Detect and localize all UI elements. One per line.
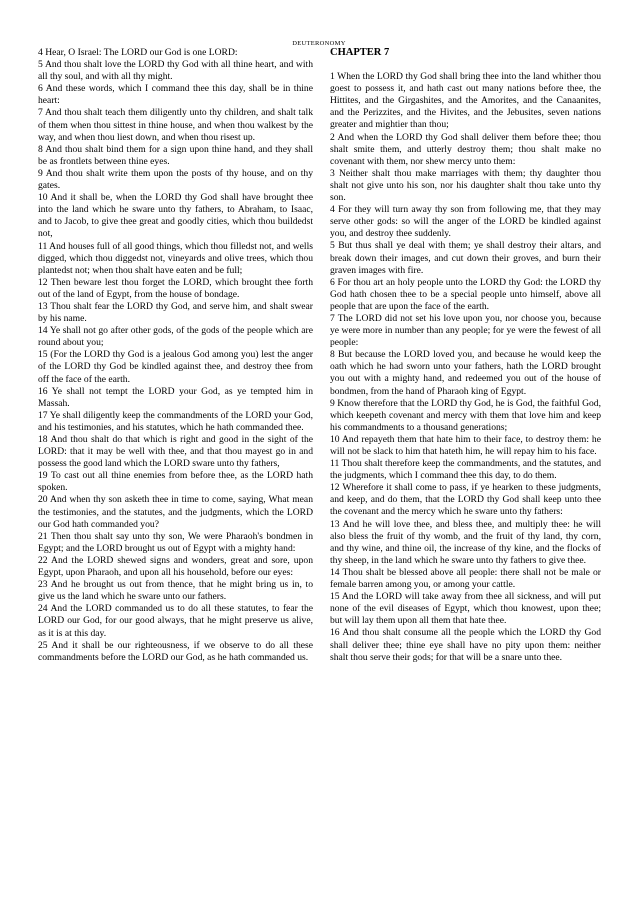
verse: 11 Thou shalt therefore keep the commandments, and the statutes, and the judgments, which I command thee this day, to do them.	[330, 458, 601, 482]
verse: 10 And it shall be, when the LORD thy God shall have brought thee into the land which he sware unto thy fathers, to Abraham, to Isaac, and to Jacob, to give thee great and goodly cities, which thou buildedst not,	[38, 192, 313, 240]
right-column	[330, 47, 601, 664]
verse: 12 Then beware lest thou forget the LORD, which brought thee forth out of the land of Egypt, from the house of bondage.	[38, 276, 313, 300]
verse: 9 And thou shalt write them upon the posts of thy house, and on thy gates.	[38, 167, 313, 192]
verse: 10 And repayeth them that hate him to their face, to destroy them: he will not be slack to him that hateth him, he will repay him to his face.	[330, 433, 601, 457]
verse: 4 Hear, O Israel: The LORD our God is one LORD:	[38, 47, 238, 58]
verse: 2 And when the LORD thy God shall deliver them before thee; thou shalt smite them, and utterly destroy them; thou shalt make no covenant with them, nor shew mercy unto them:	[330, 131, 601, 167]
verse: 23 And he brought us out from thence, that he might bring us in, to give us the land which he sware unto our fathers.	[38, 579, 313, 603]
verse: 3 Neither shalt thou make marriages with them; thy daughter thou shalt not give unto his son, nor his daughter shalt thou take unto thy son.	[330, 167, 601, 204]
verse: 4 For they will turn away thy son from following me, that they may serve other gods: so will the anger of the LORD be kindled against you, and destroy thee suddenly.	[330, 204, 601, 240]
verse: 25 And it shall be our righteousness, if we observe to do all these commandments before the LORD our God, as he hath commanded us.	[38, 639, 313, 663]
verse: 8 But because the LORD loved you, and because he would keep the oath which he had sworn unto your fathers, hath the LORD brought you out with a mighty hand, and redeemed you out of the house of bondmen, from the hand of Pharaoh king of Egypt.	[330, 349, 601, 397]
verse: 20 And when thy son asketh thee in time to come, saying, What mean the testimonies, and the statutes, and the judgments, which the LORD our God hath commanded you?	[38, 494, 313, 530]
verse: 5 But thus shall ye deal with them; ye shall destroy their altars, and break down their images, and cut down their groves, and burn their graven images with fire.	[330, 240, 601, 276]
verse: 8 And thou shalt bind them for a sign upon thine hand, and they shall be as frontlets between thine eyes.	[38, 143, 313, 167]
chapter-heading: CHAPTER 7	[330, 47, 390, 58]
verse: 13 Thou shalt fear the LORD thy God, and serve him, and shalt swear by his name.	[38, 300, 313, 325]
verse: 7 The LORD did not set his love upon you, nor choose you, because ye were more in number than any people; for ye were the fewest of all people:	[330, 312, 601, 349]
verse: 17 Ye shall diligently keep the commandments of the LORD your God, and his testimonies, and his statutes, which he hath commanded thee.	[38, 409, 313, 433]
verse: 5 And thou shalt love the LORD thy God with all thine heart, and with all thy soul, and with all thy might.	[38, 59, 313, 83]
verse: 13 And he will love thee, and bless thee, and multiply thee: he will also bless the fruit of thy womb, and the fruit of thy land, thy corn, and thy wine, and thine oil, the increase of thy kine, and the flocks of thy sheep, in the land which he sware unto thy fathers to give thee.	[330, 518, 601, 566]
verse: 14 Ye shall not go after other gods, of the gods of the people which are round about you;	[38, 325, 313, 349]
verse: 19 To cast out all thine enemies from before thee, as the LORD hath spoken.	[38, 470, 313, 494]
running-header: DEUTERONOMY	[292, 40, 346, 47]
verse: 11 And houses full of all good things, which thou filledst not, and wells digged, which thou diggedst not, vineyards and olive trees, which thou plantedst not; when thou shalt have eaten and be full;	[38, 240, 313, 276]
verse: 1 When the LORD thy God shall bring thee into the land whither thou goest to possess it, and hath cast out many nations before thee, the Hittites, and the Girgashites, and the Amorites, and the Canaanites, and the Perizzites, and the Hivites, and the Jebusites, seven nations greater and mightier than thou;	[330, 71, 601, 131]
verse: 15 And the LORD will take away from thee all sickness, and will put none of the evil diseases of Egypt, which thou knowest, upon thee; but will lay them upon all them that hate thee.	[330, 591, 601, 627]
verse: 7 And thou shalt teach them diligently unto thy children, and shalt talk of them when thou sittest in thine house, and when thou walkest by the way, and when thou liest down, and when thou risest up.	[38, 107, 313, 143]
verse: 18 And thou shalt do that which is right and good in the sight of the LORD: that it may be well with thee, and that thou mayest go in and possess the good land which the LORD sware unto thy fathers,	[38, 434, 313, 470]
verse: 12 Wherefore it shall come to pass, if ye hearken to these judgments, and keep, and do them, that the LORD thy God shall keep unto thee the covenant and the mercy which he sware unto thy fathers:	[330, 482, 601, 518]
left-column	[38, 47, 313, 664]
verse: 6 And these words, which I command thee this day, shall be in thine heart:	[38, 83, 313, 107]
verse: 16 And thou shalt consume all the people which the LORD thy God shall deliver thee; thine eye shall have no pity upon them: neither shalt thou serve their gods; for that will be a snare unto thee.	[330, 627, 601, 663]
verse: 24 And the LORD commanded us to do all these statutes, to fear the LORD our God, for our good always, that he might preserve us alive, as it is at this day.	[38, 603, 313, 639]
verse: 22 And the LORD shewed signs and wonders, great and sore, upon Egypt, upon Pharaoh, and upon all his household, before our eyes:	[38, 554, 313, 579]
verse: 16 Ye shall not tempt the LORD your God, as ye tempted him in Massah.	[38, 385, 313, 409]
verse: 6 For thou art an holy people unto the LORD thy God: the LORD thy God hath chosen thee to be a special people unto himself, above all people that are upon the face of the earth.	[330, 276, 601, 312]
verse: 15 (For the LORD thy God is a jealous God among you) lest the anger of the LORD thy God be kindled against thee, and destroy thee from off the face of the earth.	[38, 349, 313, 385]
verse: 21 Then thou shalt say unto thy son, We were Pharaoh's bondmen in Egypt; and the LORD brought us out of Egypt with a mighty hand:	[38, 530, 313, 554]
verse: 14 Thou shalt be blessed above all people: there shall not be male or female barren among you, or among your cattle.	[330, 566, 601, 591]
verse: 9 Know therefore that the LORD thy God, he is God, the faithful God, which keepeth covenant and mercy with them that love him and keep his commandments to a thousand generations;	[330, 397, 601, 433]
right-column-verses	[330, 71, 601, 664]
